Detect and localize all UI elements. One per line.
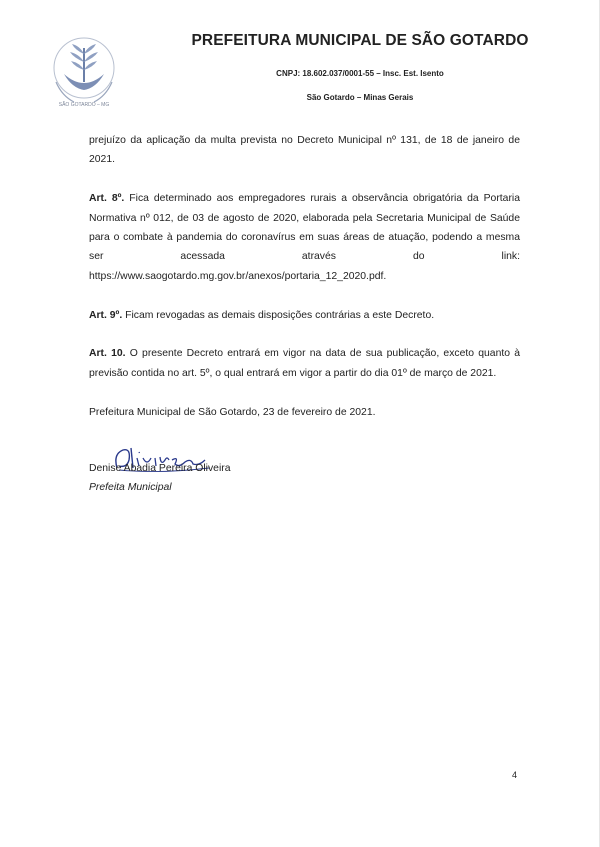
svg-text:SÃO GOTARDO – MG: SÃO GOTARDO – MG	[58, 102, 110, 108]
article-10-paragraph	[89, 344, 520, 383]
date-place-line: Prefeitura Municipal de São Gotardo, 23 de fevereiro de 2021.	[89, 406, 376, 418]
continuation-paragraph: prejuízo da aplicação da multa prevista no Decreto Municipal nº 131, de 18 de janeiro de 2021.	[89, 135, 520, 166]
article-9-label: Art. 9º.	[89, 309, 123, 321]
city-state-line: São Gotardo – Minas Gerais	[306, 93, 414, 102]
municipality-title: PREFEITURA MUNICIPAL DE SÃO GOTARDO	[191, 32, 529, 49]
decree-body	[89, 131, 520, 422]
signatory-name: Denise Abadia Pereira Oliveira	[89, 463, 231, 474]
article-10-text: O presente Decreto entrará em vigor na data de sua publicação, exceto quanto à previsão contida no art. 5º, o qual entrará em vigor a partir do dia 01º de março de 2021.	[89, 348, 520, 379]
article-8-paragraph	[89, 189, 520, 286]
municipal-coat-of-arms-logo	[44, 30, 124, 110]
article-9-text: Ficam revogadas as demais disposições contrárias a este Decreto.	[122, 309, 435, 321]
signatory-role: Prefeita Municipal	[89, 482, 172, 493]
article-8-text: Fica determinado aos empregadores rurais a observância obrigatória da Portaria Normativa nº 012, de 03 de agosto de 2020, elaborada pela Secretaria Municipal de Saúde para o combate à pandemia do coronavírus em suas áreas de atuação, podendo a mesma ser acessada através do link: https://www.saogotardo.mg.gov.br/anexos/portaria_12_2020.pdf.	[89, 193, 520, 282]
article-8-label: Art. 8º.	[89, 193, 125, 205]
page-number: 4	[512, 770, 518, 780]
article-10-label: Art. 10.	[89, 348, 126, 360]
cnpj-line: CNPJ: 18.602.037/0001-55 – Insc. Est. Isento	[276, 69, 444, 78]
article-9-paragraph	[89, 306, 520, 325]
